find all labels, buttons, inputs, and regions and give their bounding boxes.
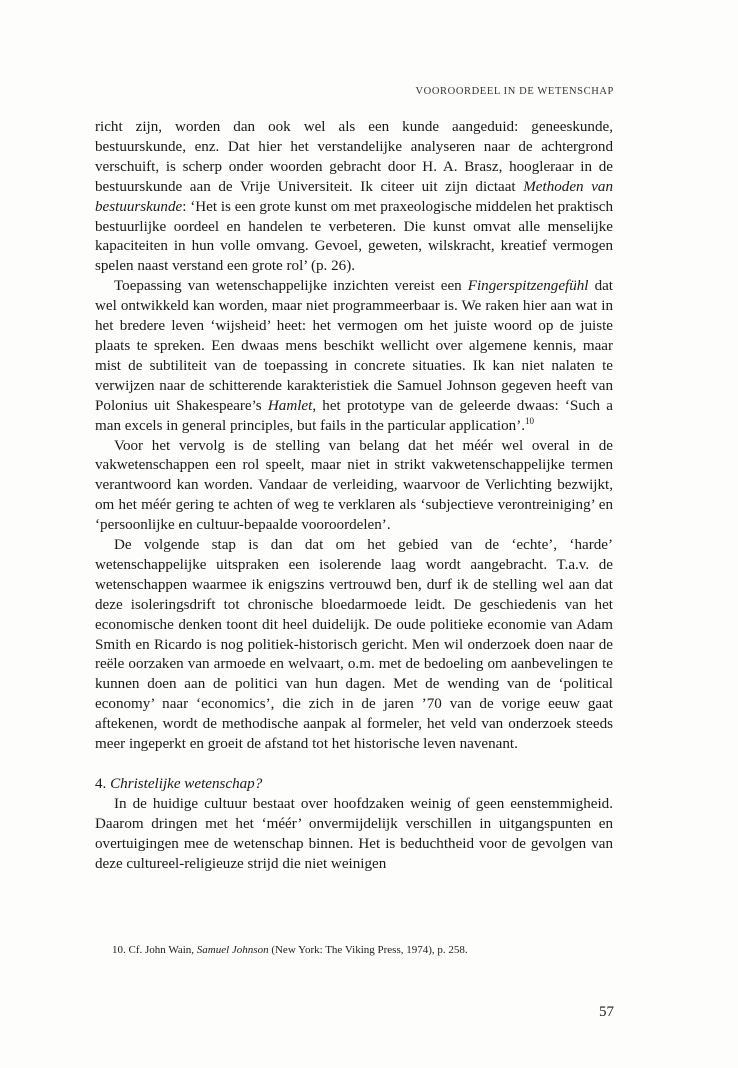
page-number: 57 [599, 1004, 614, 1020]
text-run: De volgende stap is dan dat om het gebied van de ‘echte’, ‘harde’ wetenschappelijke uitspraken een isolerende laag wordt aangebracht. T.a.v. de wetenschappen waarmee ik enigszins vertrouwd ben, durf ik de stelling wel aan dat deze isoleringsdrift tot chronische bloedarmoede leidt. De geschiedenis van het economische denken toont dit heel duidelijk. De oude politieke economie van Adam Smith en Ricardo is nog politiek-historisch gericht. Men wil onderzoek doen naar de reële oorzaken van armoede en welvaart, o.m. met de bedoeling om aanbevelingen te kunnen doen aan de politici van hun dagen. Met de wending van de ‘political economy’ naar ‘economics’, die zich in de jaren ’70 van de vorige eeuw gaat aftekenen, wordt de methodische aanpak al formeler, het veld van onderzoek steeds meer ingeperkt en groeit de afstand tot het historische leven navenant. [95, 537, 613, 753]
running-header: VOOROORDEEL IN DE WETENSCHAP [415, 86, 614, 97]
section-title: Christelijke wetenschap? [110, 776, 263, 792]
italic-run: Methoden van bestuurskunde [95, 178, 613, 215]
paragraph-2 [95, 277, 613, 436]
text-run: Toepassing van wetenschappelijke inzichten vereist een [114, 278, 468, 295]
text-run: , het prototype van de geleerde dwaas: ‘Such a man excels in general principles, but fails in the particular application’. [95, 397, 613, 434]
body-text [95, 118, 613, 875]
text-run: richt zijn, worden dan ook wel als een kunde aangeduid: geneeskunde, bestuurskunde, enz. Dat hier het verstandelijke analyseren naar de achtergrond verschuift, is scherp onder woorden gebracht door H. A. Brasz, hoogleraar in de bestuurskunde aan de Vrije Universiteit. Ik citeer uit zijn dictaat [95, 119, 613, 195]
section-number: 4. [95, 776, 107, 792]
italic-run: Hamlet [267, 397, 313, 414]
text-run: In de huidige cultuur bestaat over hoofdzaken weinig of geen eenstemmigheid. Daarom dringen met het ‘méér’ onvermijdelijk verschillen in uitgangspunten en overtuigingen mee de wetenschap binnen. Het is beduchtheid voor de gevolgen van deze cultureel-religieuze strijd die niet weinigen [95, 795, 613, 872]
paragraph-3 [95, 437, 613, 537]
italic-run: Samuel Johnson [196, 944, 269, 956]
text-run: Voor het vervolg is de stelling van belang dat het méér wel overal in de vakwetenschappen een rol speelt, maar niet in strikt vakwetenschappelijke termen verantwoord kan worden. Vandaar de verleiding, waarvoor de Verlichting bezwijkt, om het méér gering te achten of weg te verklaren als ‘subjectieve verontreiniging’ en ‘persoonlijke en cultuur-bepaalde vooroordelen’. [95, 437, 613, 534]
footnote-10 [112, 944, 468, 956]
section-heading [95, 775, 613, 795]
footnote-ref: 10 [525, 415, 535, 426]
text-run: dat wel ontwikkeld kan worden, maar niet programmeerbaar is. We raken hier aan wat in het bredere leven ‘wijsheid’ heet: het vermogen om het juiste woord op de juiste plaats te spreken. Een dwaas mens beschikt wellicht over algemene kennis, maar mist de subtiliteit van de toepassing in concrete situaties. Ik kan niet nalaten te verwijzen naar de schitterende karakteristiek die Samuel Johnson gegeven heeft van Polonius uit Shakespeare’s [95, 278, 614, 414]
italic-run: Fingerspitzengefühl [467, 278, 589, 295]
paragraph-4 [95, 536, 613, 755]
section-paragraph [95, 795, 613, 875]
text-run: 10. Cf. John Wain, [112, 944, 197, 956]
paragraph-1 [95, 118, 613, 277]
text-run: (New York: The Viking Press, 1974), p. 258. [268, 944, 468, 956]
text-run: : ‘Het is een grote kunst om met praxeologische middelen het praktisch bestuurlijke oordeel en handelen te verbeteren. Die kunst omvat alle menselijke kapaciteiten in hun volle omvang. Gevoel, geweten, wilskracht, kreatief vermogen spelen naast verstand een grote rol’ (p. 26). [95, 198, 613, 275]
